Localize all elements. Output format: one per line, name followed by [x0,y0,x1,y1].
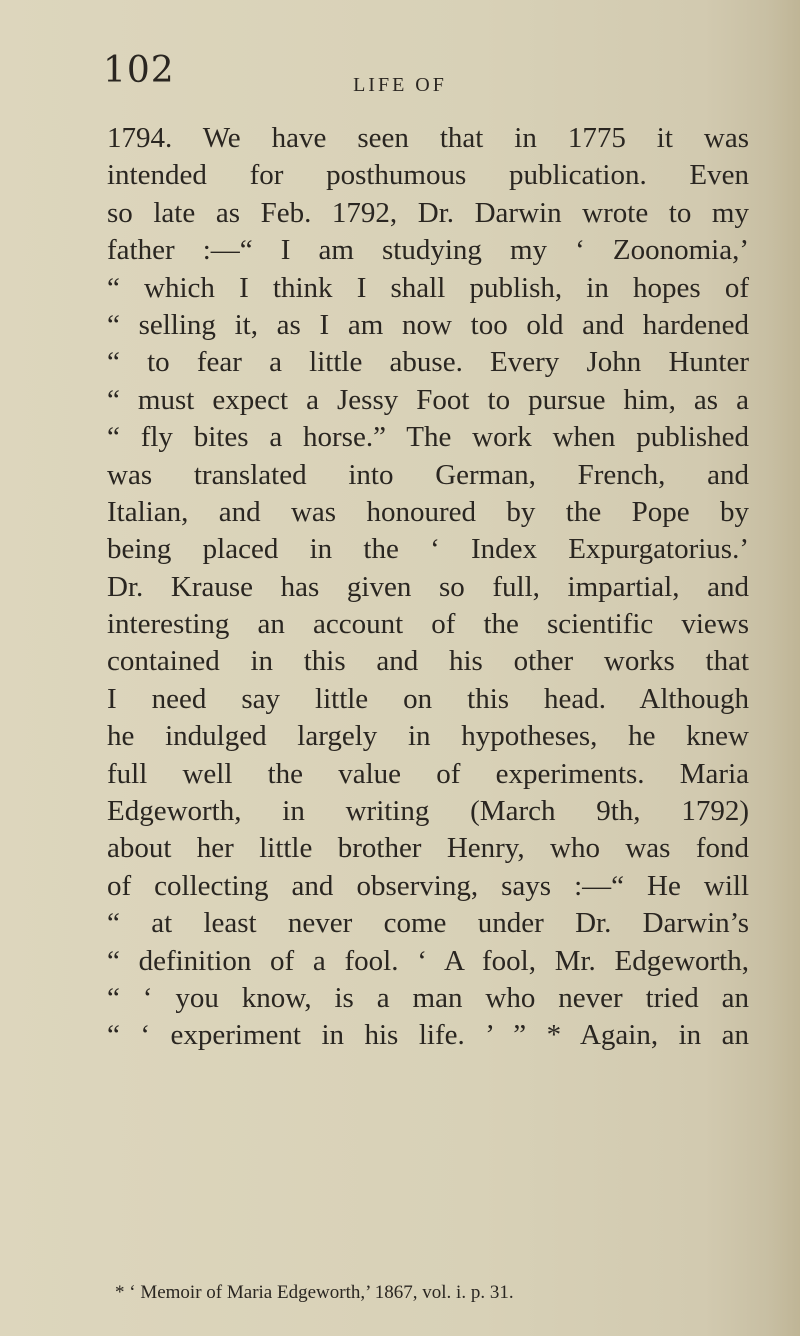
text-line: “ at least never come under Dr. Darwin’s [107,907,749,940]
text-line: full well the value of experiments. Maria [107,757,749,790]
text-line: interesting an account of the scientific views [107,608,749,641]
text-line: 1794. We have seen that in 1775 it was [107,122,749,154]
text-line: about her little brother Henry, who was fond [107,832,749,865]
text-line: being placed in the ‘ Index Expurgatorius.’ [107,533,749,566]
text-line: Edgeworth, in writing (March 9th, 1792) [107,795,749,828]
text-line: of collecting and observing, says :—“ He will [107,869,749,902]
text-line: “ ‘ experiment in his life. ’ ” * Again, in an [107,1019,749,1052]
text-line: so late as Feb. 1792, Dr. Darwin wrote to my [107,196,749,229]
footnote: * ‘ Memoir of Maria Edgeworth,’ 1867, vol. i. p. 31. [115,1282,514,1303]
text-line: Italian, and was honoured by the Pope by [107,495,749,528]
page-number: 102 [103,50,175,91]
text-line: contained in this and his other works that [107,645,749,678]
text-line: intended for posthumous publication. Even [107,159,749,192]
text-line: he indulged largely in hypotheses, he knew [107,720,749,753]
body-text [107,120,749,1055]
text-line: “ to fear a little abuse. Every John Hunter [107,346,749,379]
text-line: “ must expect a Jessy Foot to pursue him, as a [107,383,749,416]
text-line: was translated into German, French, and [107,458,749,491]
text-line: Dr. Krause has given so full, impartial, and [107,570,749,603]
running-head: LIFE OF [353,74,447,96]
text-line: “ definition of a fool. ‘ A fool, Mr. Edgeworth, [107,944,749,977]
text-line: father :—“ I am studying my ‘ Zoonomia,’ [107,234,749,267]
text-line: “ selling it, as I am now too old and hardened [107,308,749,341]
text-line: “ fly bites a horse.” The work when published [107,421,749,454]
text-line: I need say little on this head. Although [107,682,749,715]
text-line: “ ‘ you know, is a man who never tried an [107,981,749,1014]
text-line: “ which I think I shall publish, in hopes of [107,271,749,304]
